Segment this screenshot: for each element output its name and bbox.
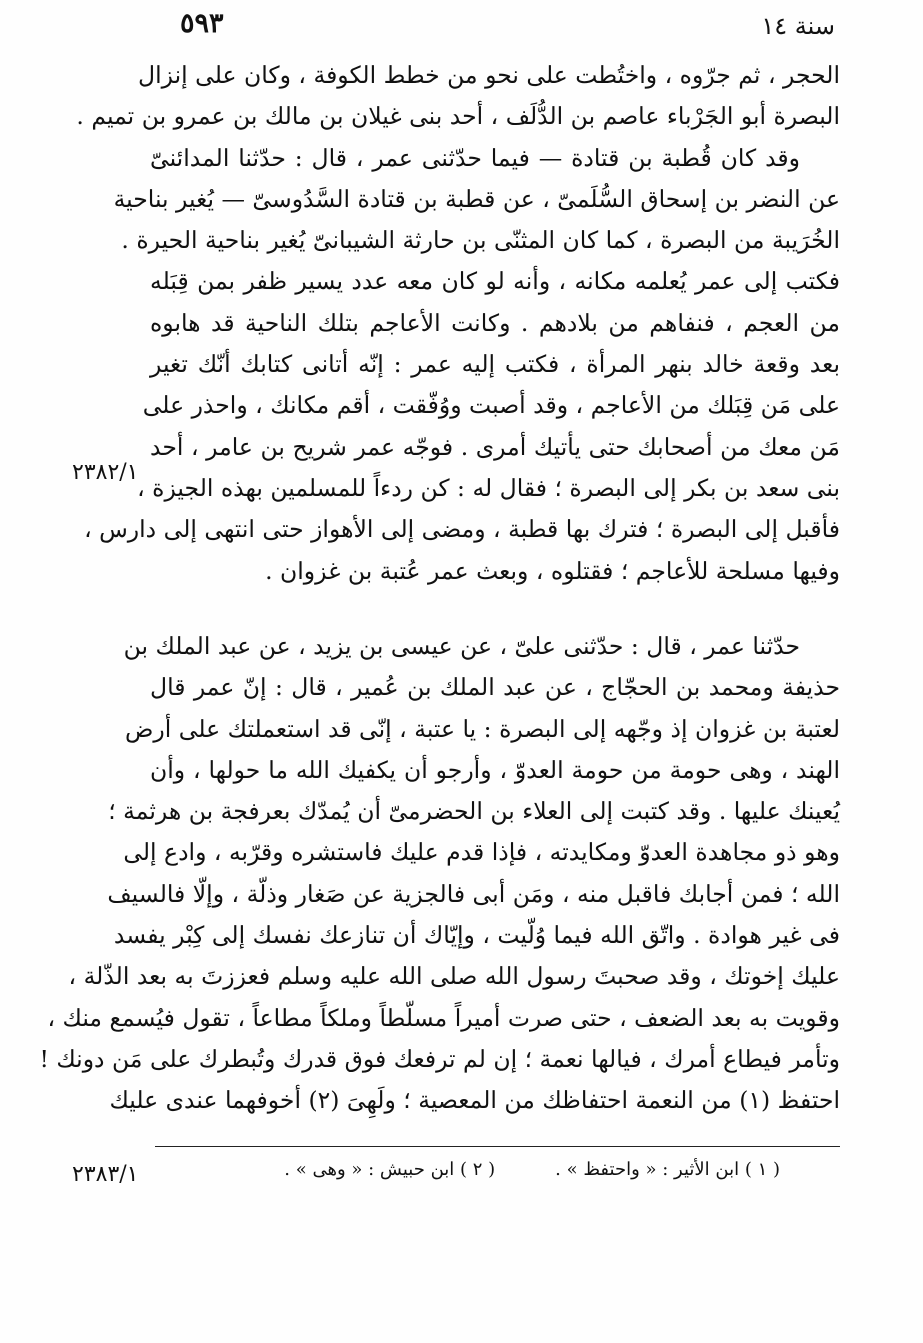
margin-reference-number: ٢٣٨٢/١ bbox=[72, 460, 139, 485]
text-line: وقد كان قُطبة بن قتادة — فيما حدّثنى عمر ، قال : حدّثنا المدائنىّ bbox=[150, 143, 800, 172]
text-line: وفيها مسلحة للأعاجم ؛ فقتلوه ، وبعث عمر عُتبة بن غزوان . bbox=[265, 556, 840, 585]
text-line: فى غير هوادة . واتّق الله فيما وُلّيت ، وإيّاك أن تنازعك نفسك إلى كِبْر يفسد bbox=[113, 921, 840, 950]
text-line: فكتب إلى عمر يُعلمه مكانه ، وأنه لو كان معه عدد يسير ظفر بمن قِبَله bbox=[150, 267, 840, 296]
page-number: ٥٩٣ bbox=[180, 8, 224, 39]
text-line: الهند ، وهى حومة من حومة العدوّ ، وأرجو أن يكفيك الله ما حولها ، وأن bbox=[150, 755, 840, 784]
footnote-1: ( ١ ) ابن الأثير : « واحتفظ » . bbox=[555, 1159, 780, 1180]
footnote-divider bbox=[155, 1146, 840, 1147]
text-line: عليك إخوتك ، وقد صحبتَ رسول الله صلى الله عليه وسلم فعززتَ به بعد الذّلة ، bbox=[68, 962, 840, 991]
text-line: مَن معك من أصحابك حتى يأتيك أمرى . فوجّه عمر شريح بن عامر ، أحد bbox=[150, 432, 840, 461]
text-line: عن النضر بن إسحاق السُّلَمىّ ، عن قطبة بن قتادة السَّدُوسىّ — يُغير بناحية bbox=[113, 184, 840, 213]
text-line: احتفظ (١) من النعمة احتفاظك من المعصية ؛ ولَهِىَ (٢) أخوفهما عندى عليك bbox=[109, 1086, 840, 1115]
text-line: فأقبل إلى البصرة ؛ فترك بها قطبة ، ومضى إلى الأهواز حتى انتهى إلى دارس ، bbox=[84, 515, 840, 544]
text-line: الحجر ، ثم جرّوه ، واختُطت على نحو من خطط الكوفة ، وكان على إنزال bbox=[138, 61, 840, 89]
text-line: الخُرَيبة من البصرة ، كما كان المثنّى بن حارثة الشيبانىّ يُغير بناحية الحيرة . bbox=[121, 226, 840, 255]
footnotes bbox=[260, 1155, 780, 1185]
text-line: وهو ذو مجاهدة العدوّ ومكايدته ، فإذا قدم عليك فاستشره وقرّبه ، وادع إلى bbox=[123, 838, 840, 867]
text-line: بعد وقعة خالد بنهر المرأة ، فكتب إليه عمر : إنّه أتانى كتابك أنّك تغير bbox=[150, 350, 840, 379]
text-line: حدّثنا عمر ، قال : حدّثنى علىّ ، عن عيسى بن يزيد ، عن عبد الملك بن bbox=[123, 632, 800, 660]
running-head: سنة ١٤ bbox=[761, 12, 835, 40]
text-line: الله ؛ فمن أجابك فاقبل منه ، ومَن أبى فالجزية عن صَغار وذلّة ، وإلّا فالسيف bbox=[107, 879, 840, 908]
text-line: يُعينك عليها . وقد كتبت إلى العلاء بن الحضرمىّ أن يُمدّك بعرفجة بن هرثمة ؛ bbox=[108, 797, 840, 826]
margin-reference-number: ٢٣٨٣/١ bbox=[72, 1162, 139, 1187]
text-line: وتأمر فيطاع أمرك ، فيالها نعمة ؛ إن لم ترفعك فوق قدرك وتُبطرك على مَن دونك ! bbox=[39, 1044, 840, 1073]
text-line: وقويت به بعد الضعف ، حتى صرت أميراً مسلّطاً وملكاً مطاعاً ، تقول فيُسمع منك ، bbox=[47, 1003, 840, 1032]
text-line: لعتبة بن غزوان إذ وجّهه إلى البصرة : يا عتبة ، إنّى قد استعملتك على أرض bbox=[125, 714, 840, 743]
text-line: من العجم ، فنفاهم من بلادهم . وكانت الأعاجم بتلك الناحية قد هابوه bbox=[150, 308, 840, 337]
text-line: على مَن قِبَلك من الأعاجم ، وقد أصبت ووُفّقت ، أقم مكانك ، واحذر على bbox=[142, 391, 840, 420]
text-line: حذيفة ومحمد بن الحجّاج ، عن عبد الملك بن عُمير ، قال : إنّ عمر قال bbox=[150, 673, 840, 702]
text-line: البصرة أبو الجَرْباء عاصم بن الدُّلَف ، أحد بنى غيلان بن مالك بن عمرو بن تميم . bbox=[76, 102, 840, 131]
text-line: بنى سعد بن بكر إلى البصرة ؛ فقال له : كن ردءاً للمسلمين بهذه الجيزة ، bbox=[137, 473, 840, 502]
paragraph-2 bbox=[39, 626, 840, 1122]
footnote-2: ( ٢ ) ابن حبيش : « وهى » . bbox=[284, 1159, 496, 1180]
